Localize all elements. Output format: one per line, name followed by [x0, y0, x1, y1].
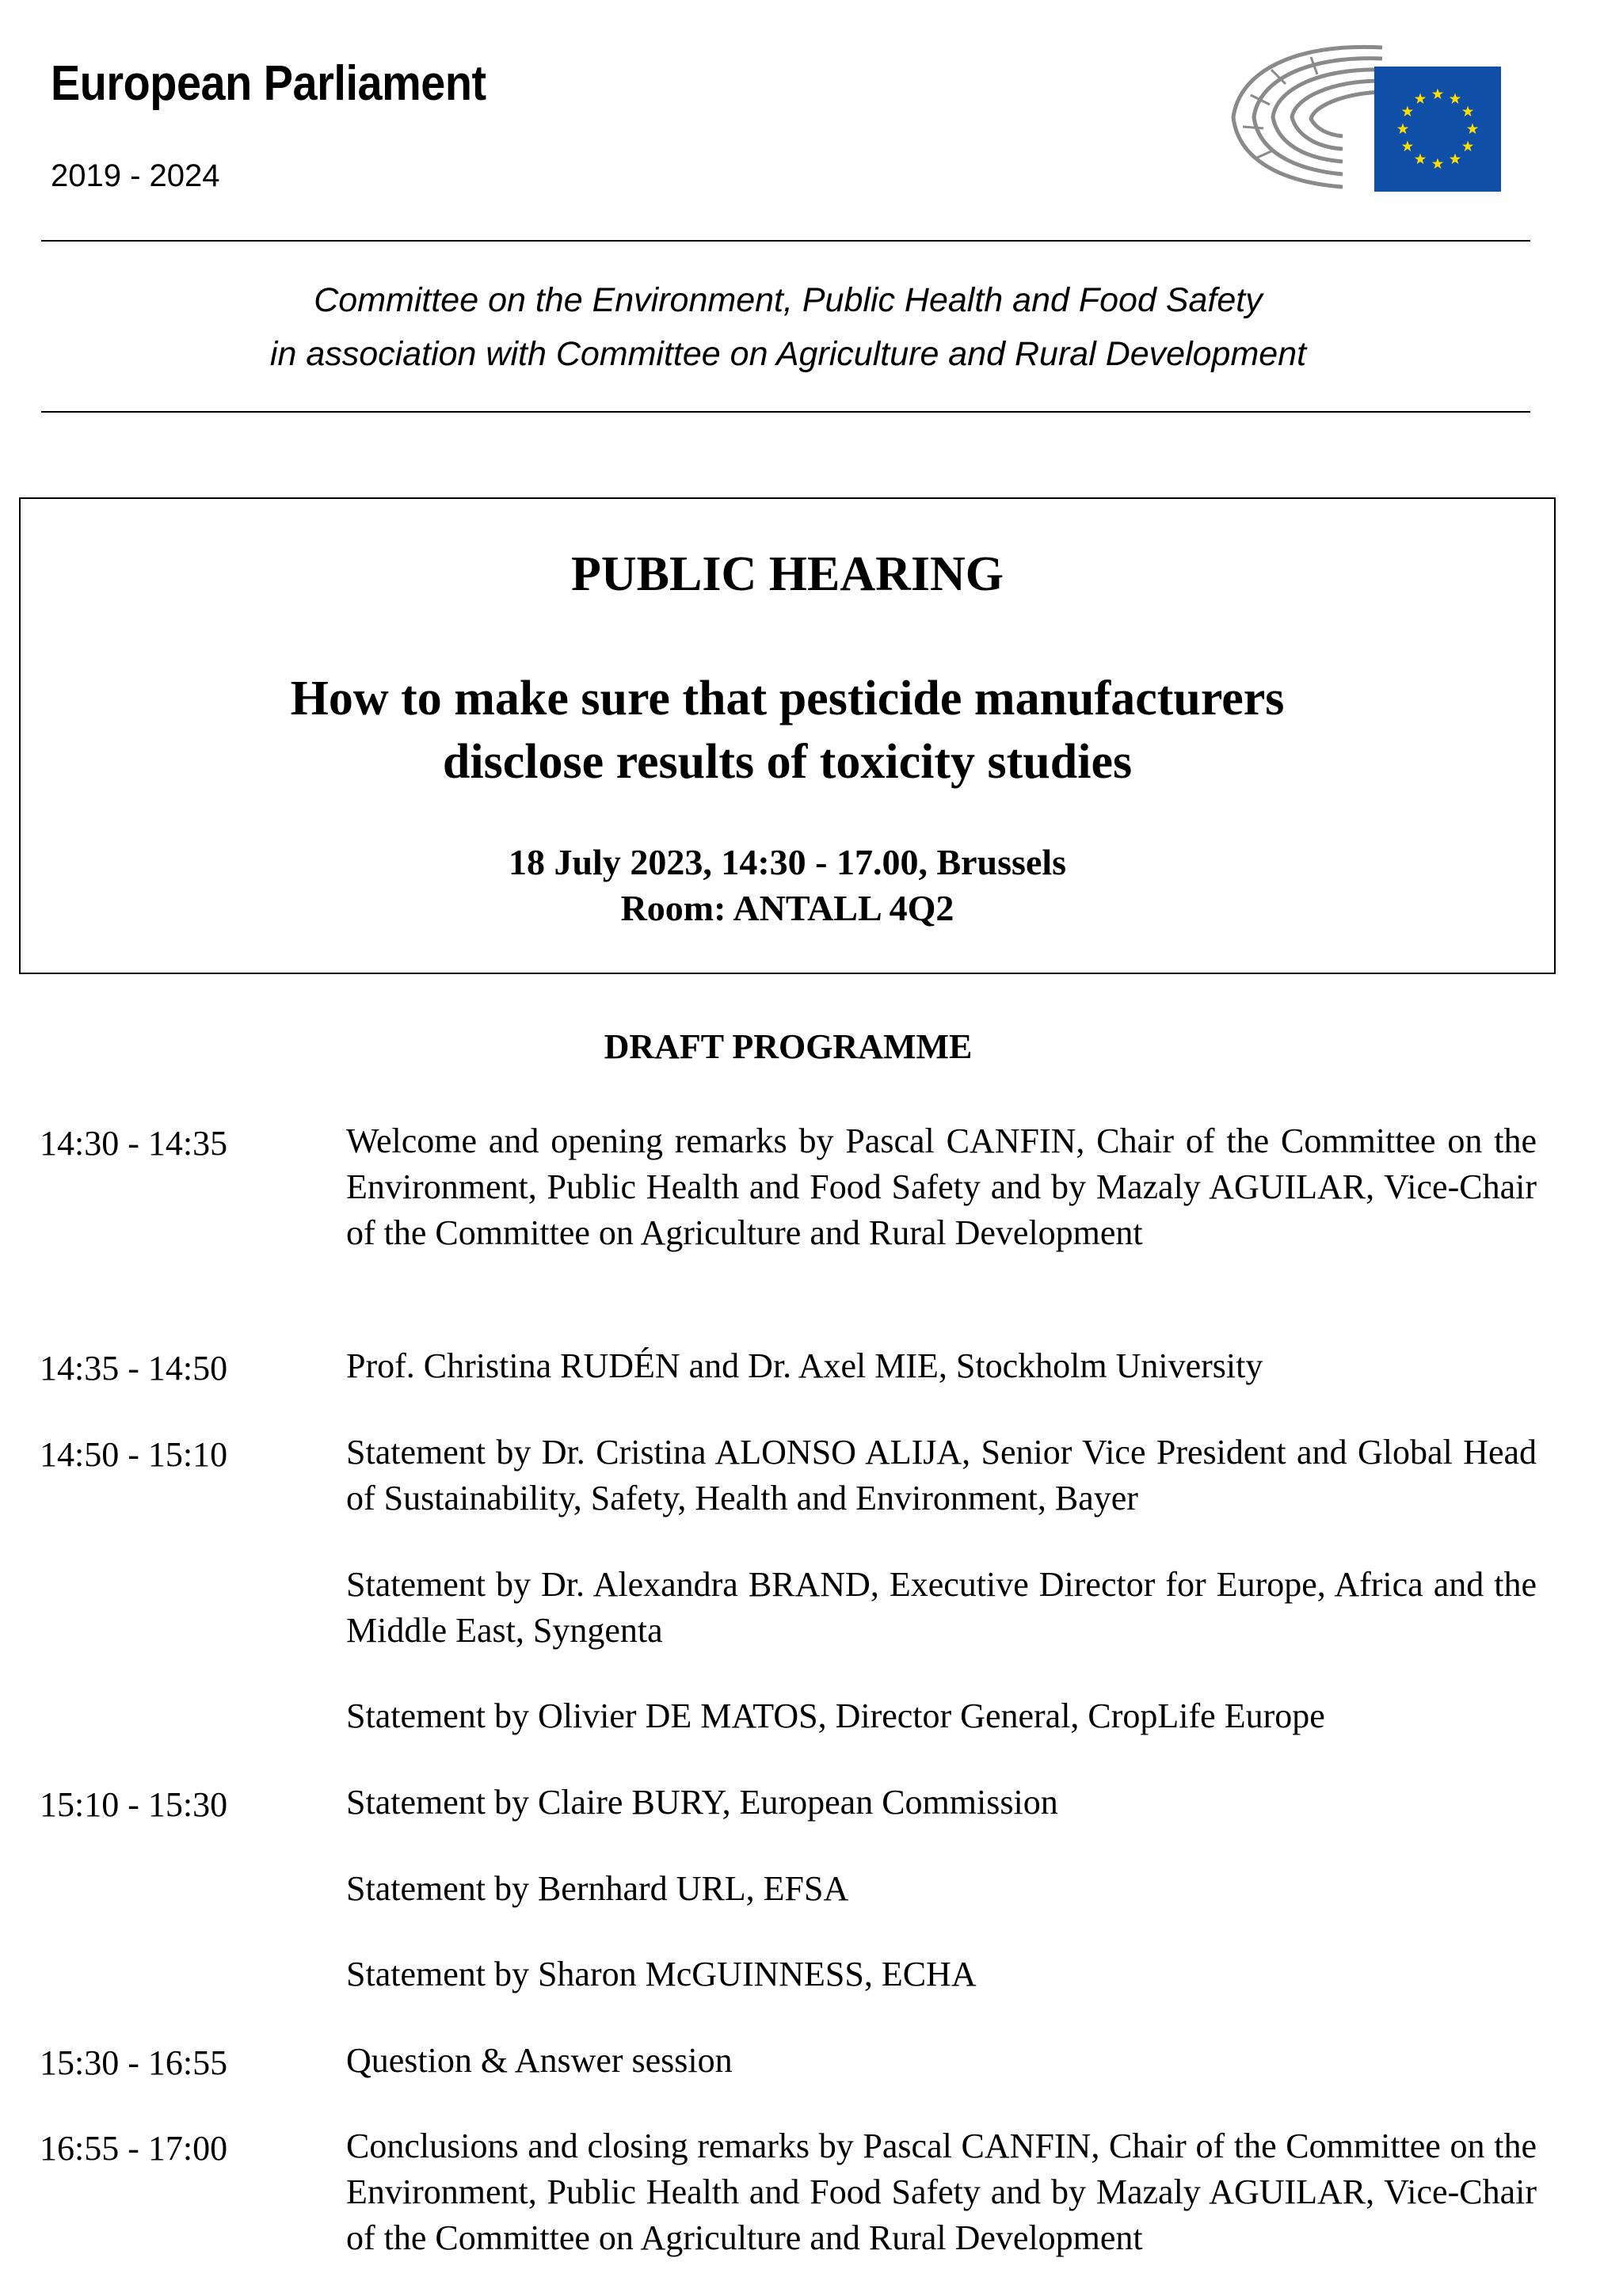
programme-time: 14:30 - 14:35	[40, 1124, 228, 1163]
programme-item: Statement by Dr. Alexandra BRAND, Executive Director for Europe, Africa and the Middle East, Syngenta	[346, 1565, 1537, 1650]
event-type: PUBLIC HEARING	[570, 547, 1004, 601]
programme-time: 15:30 - 16:55	[40, 2043, 228, 2082]
programme-item: Welcome and opening remarks by Pascal CANFIN, Chair of the Committee on the Environment, Public Health and Food Safety and by Mazaly AGUILAR, Vice-Chair of the Committee on Agriculture and Rural Development	[346, 1121, 1537, 1252]
event-box	[19, 497, 1556, 974]
event-title-line-1: How to make sure that pesticide manufacturers	[290, 672, 1285, 725]
programme-item: Conclusions and closing remarks by Pascal CANFIN, Chair of the Committee on the Environment, Public Health and Food Safety and by Mazaly AGUILAR, Vice-Chair of the Committee on Agriculture and Rural Development	[346, 2127, 1537, 2257]
eu-flag	[1374, 67, 1501, 192]
programme-item: Statement by Olivier DE MATOS, Director General, CropLife Europe	[346, 1696, 1325, 1735]
committee-line-2: in association with Committee on Agriculture and Rural Development	[269, 335, 1307, 373]
programme-item: Statement by Bernhard URL, EFSA	[346, 1869, 849, 1908]
programme-item: Statement by Sharon McGUINNESS, ECHA	[346, 1955, 977, 1993]
programme-item: Prof. Christina RUDÉN and Dr. Axel MIE, Stockholm University	[346, 1346, 1263, 1385]
event-room: Room: ANTALL 4Q2	[620, 888, 954, 928]
event-date: 18 July 2023, 14:30 - 17.00, Brussels	[508, 842, 1067, 882]
parliamentary-term: 2019 - 2024	[51, 158, 220, 193]
committee-line-1: Committee on the Environment, Public Health and Food Safety	[314, 281, 1263, 319]
header-divider	[41, 240, 1530, 242]
programme-item: Question & Answer session	[346, 2041, 733, 2080]
programme-time: 16:55 - 17:00	[40, 2129, 228, 2168]
programme-time: 14:35 - 14:50	[40, 1349, 228, 1388]
programme-item: Statement by Dr. Cristina ALONSO ALIJA, Senior Vice President and Global Head of Sustainability, Safety, Health and Environment, Bayer	[346, 1433, 1537, 1517]
event-title-line-2: disclose results of toxicity studies	[442, 735, 1133, 789]
programme-heading: DRAFT PROGRAMME	[604, 1027, 973, 1066]
programme-item: Statement by Claire BURY, European Commission	[346, 1783, 1058, 1822]
programme-time: 14:50 - 15:10	[40, 1435, 228, 1474]
organization-name: European Parliament	[51, 56, 486, 111]
committee-divider	[41, 411, 1530, 413]
programme-time: 15:10 - 15:30	[40, 1785, 228, 1824]
european-parliament-logo	[1224, 32, 1505, 194]
